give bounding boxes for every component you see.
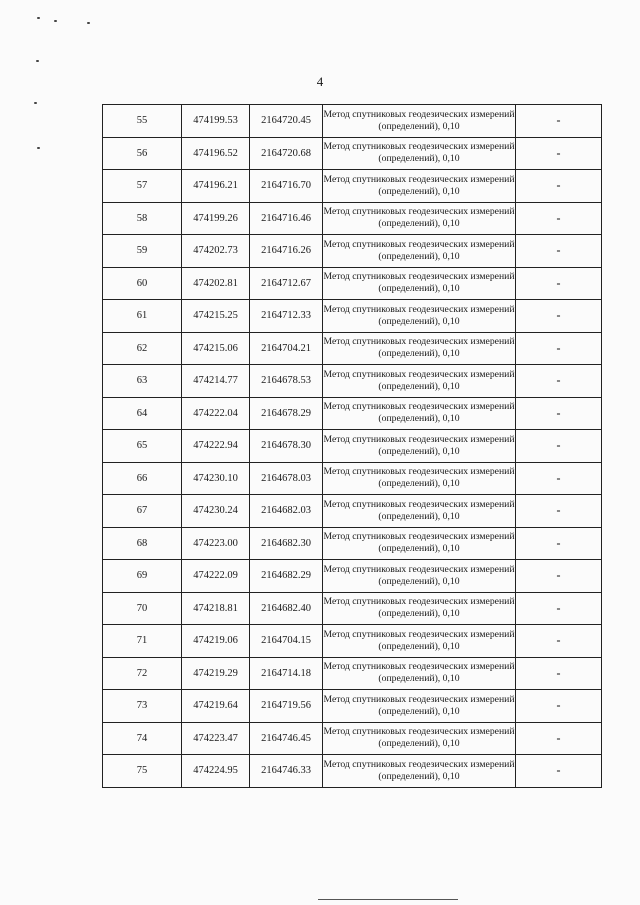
x-coordinate-cell: 474196.21	[182, 170, 250, 203]
table-row	[103, 592, 602, 625]
page-number: 4	[316, 74, 324, 89]
point-number-cell: 62	[103, 332, 182, 365]
table-row	[103, 755, 602, 788]
x-coordinate-cell: 474215.25	[182, 300, 250, 333]
point-number-cell: 55	[103, 105, 182, 138]
method-cell: Метод спутниковых геодезических измерений (определений), 0,10	[323, 592, 516, 625]
x-coordinate-cell: 474199.53	[182, 105, 250, 138]
y-coordinate-cell: 2164716.70	[250, 170, 323, 203]
x-coordinate-cell: 474223.47	[182, 722, 250, 755]
method-cell: Метод спутниковых геодезических измерений (определений), 0,10	[323, 137, 516, 170]
y-coordinate-cell: 2164704.21	[250, 332, 323, 365]
point-number-cell: 63	[103, 365, 182, 398]
x-coordinate-cell: 474215.06	[182, 332, 250, 365]
extra-cell: -	[516, 332, 602, 365]
x-coordinate-cell: 474222.04	[182, 397, 250, 430]
extra-cell: -	[516, 267, 602, 300]
x-coordinate-cell: 474214.77	[182, 365, 250, 398]
method-cell: Метод спутниковых геодезических измерений (определений), 0,10	[323, 235, 516, 268]
x-coordinate-cell: 474219.29	[182, 657, 250, 690]
point-number-cell: 69	[103, 560, 182, 593]
y-coordinate-cell: 2164678.03	[250, 462, 323, 495]
y-coordinate-cell: 2164682.29	[250, 560, 323, 593]
point-number-cell: 68	[103, 527, 182, 560]
y-coordinate-cell: 2164682.40	[250, 592, 323, 625]
x-coordinate-cell: 474222.09	[182, 560, 250, 593]
method-cell: Метод спутниковых геодезических измерений (определений), 0,10	[323, 560, 516, 593]
method-cell: Метод спутниковых геодезических измерений (определений), 0,10	[323, 105, 516, 138]
method-cell: Метод спутниковых геодезических измерений (определений), 0,10	[323, 722, 516, 755]
extra-cell: -	[516, 170, 602, 203]
extra-cell: -	[516, 592, 602, 625]
extra-cell: -	[516, 462, 602, 495]
point-number-cell: 67	[103, 495, 182, 528]
scan-speck	[37, 147, 40, 149]
method-cell: Метод спутниковых геодезических измерений (определений), 0,10	[323, 527, 516, 560]
x-coordinate-cell: 474202.81	[182, 267, 250, 300]
x-coordinate-cell: 474219.64	[182, 690, 250, 723]
method-cell: Метод спутниковых геодезических измерений (определений), 0,10	[323, 625, 516, 658]
method-cell: Метод спутниковых геодезических измерений (определений), 0,10	[323, 300, 516, 333]
table-row	[103, 332, 602, 365]
extra-cell: -	[516, 300, 602, 333]
point-number-cell: 70	[103, 592, 182, 625]
y-coordinate-cell: 2164682.30	[250, 527, 323, 560]
extra-cell: -	[516, 625, 602, 658]
extra-cell: -	[516, 527, 602, 560]
table-row	[103, 300, 602, 333]
x-coordinate-cell: 474223.00	[182, 527, 250, 560]
method-cell: Метод спутниковых геодезических измерений (определений), 0,10	[323, 657, 516, 690]
table-row	[103, 625, 602, 658]
y-coordinate-cell: 2164716.46	[250, 202, 323, 235]
method-cell: Метод спутниковых геодезических измерений (определений), 0,10	[323, 332, 516, 365]
point-number-cell: 58	[103, 202, 182, 235]
extra-cell: -	[516, 430, 602, 463]
table-row	[103, 267, 602, 300]
table-row	[103, 170, 602, 203]
extra-cell: -	[516, 397, 602, 430]
y-coordinate-cell: 2164720.68	[250, 137, 323, 170]
point-number-cell: 71	[103, 625, 182, 658]
extra-cell: -	[516, 657, 602, 690]
point-number-cell: 60	[103, 267, 182, 300]
method-cell: Метод спутниковых геодезических измерений (определений), 0,10	[323, 267, 516, 300]
x-coordinate-cell: 474196.52	[182, 137, 250, 170]
table-row	[103, 527, 602, 560]
coordinates-table	[102, 104, 602, 788]
x-coordinate-cell: 474202.73	[182, 235, 250, 268]
y-coordinate-cell: 2164712.67	[250, 267, 323, 300]
scan-speck	[34, 102, 37, 104]
y-coordinate-cell: 2164746.45	[250, 722, 323, 755]
method-cell: Метод спутниковых геодезических измерений (определений), 0,10	[323, 430, 516, 463]
extra-cell: -	[516, 495, 602, 528]
method-cell: Метод спутниковых геодезических измерений (определений), 0,10	[323, 170, 516, 203]
footer-line	[318, 899, 458, 900]
method-cell: Метод спутниковых геодезических измерений (определений), 0,10	[323, 202, 516, 235]
x-coordinate-cell: 474199.26	[182, 202, 250, 235]
extra-cell: -	[516, 235, 602, 268]
table-row	[103, 397, 602, 430]
point-number-cell: 73	[103, 690, 182, 723]
y-coordinate-cell: 2164746.33	[250, 755, 323, 788]
table-row	[103, 462, 602, 495]
table-row	[103, 722, 602, 755]
method-cell: Метод спутниковых геодезических измерений (определений), 0,10	[323, 365, 516, 398]
extra-cell: -	[516, 137, 602, 170]
point-number-cell: 75	[103, 755, 182, 788]
method-cell: Метод спутниковых геодезических измерений (определений), 0,10	[323, 690, 516, 723]
point-number-cell: 66	[103, 462, 182, 495]
x-coordinate-cell: 474224.95	[182, 755, 250, 788]
extra-cell: -	[516, 560, 602, 593]
point-number-cell: 59	[103, 235, 182, 268]
scan-speck	[37, 17, 40, 19]
point-number-cell: 65	[103, 430, 182, 463]
method-cell: Метод спутниковых геодезических измерений (определений), 0,10	[323, 462, 516, 495]
method-cell: Метод спутниковых геодезических измерений (определений), 0,10	[323, 495, 516, 528]
y-coordinate-cell: 2164714.18	[250, 657, 323, 690]
x-coordinate-cell: 474222.94	[182, 430, 250, 463]
y-coordinate-cell: 2164719.56	[250, 690, 323, 723]
point-number-cell: 57	[103, 170, 182, 203]
table-row	[103, 560, 602, 593]
table-row	[103, 202, 602, 235]
extra-cell: -	[516, 722, 602, 755]
table-row	[103, 690, 602, 723]
table-row	[103, 495, 602, 528]
extra-cell: -	[516, 690, 602, 723]
x-coordinate-cell: 474218.81	[182, 592, 250, 625]
table-row	[103, 365, 602, 398]
method-cell: Метод спутниковых геодезических измерений (определений), 0,10	[323, 397, 516, 430]
y-coordinate-cell: 2164704.15	[250, 625, 323, 658]
x-coordinate-cell: 474219.06	[182, 625, 250, 658]
extra-cell: -	[516, 105, 602, 138]
x-coordinate-cell: 474230.24	[182, 495, 250, 528]
table-row	[103, 657, 602, 690]
y-coordinate-cell: 2164678.53	[250, 365, 323, 398]
point-number-cell: 72	[103, 657, 182, 690]
table-row	[103, 137, 602, 170]
point-number-cell: 74	[103, 722, 182, 755]
scan-speck	[87, 22, 90, 24]
y-coordinate-cell: 2164678.29	[250, 397, 323, 430]
point-number-cell: 64	[103, 397, 182, 430]
table-row	[103, 430, 602, 463]
scan-speck	[36, 60, 39, 62]
point-number-cell: 56	[103, 137, 182, 170]
extra-cell: -	[516, 365, 602, 398]
point-number-cell: 61	[103, 300, 182, 333]
method-cell: Метод спутниковых геодезических измерений (определений), 0,10	[323, 755, 516, 788]
extra-cell: -	[516, 202, 602, 235]
x-coordinate-cell: 474230.10	[182, 462, 250, 495]
y-coordinate-cell: 2164678.30	[250, 430, 323, 463]
scan-speck	[54, 20, 57, 22]
y-coordinate-cell: 2164716.26	[250, 235, 323, 268]
table-body	[103, 105, 602, 788]
table-row	[103, 105, 602, 138]
y-coordinate-cell: 2164720.45	[250, 105, 323, 138]
extra-cell: -	[516, 755, 602, 788]
table-row	[103, 235, 602, 268]
y-coordinate-cell: 2164712.33	[250, 300, 323, 333]
y-coordinate-cell: 2164682.03	[250, 495, 323, 528]
